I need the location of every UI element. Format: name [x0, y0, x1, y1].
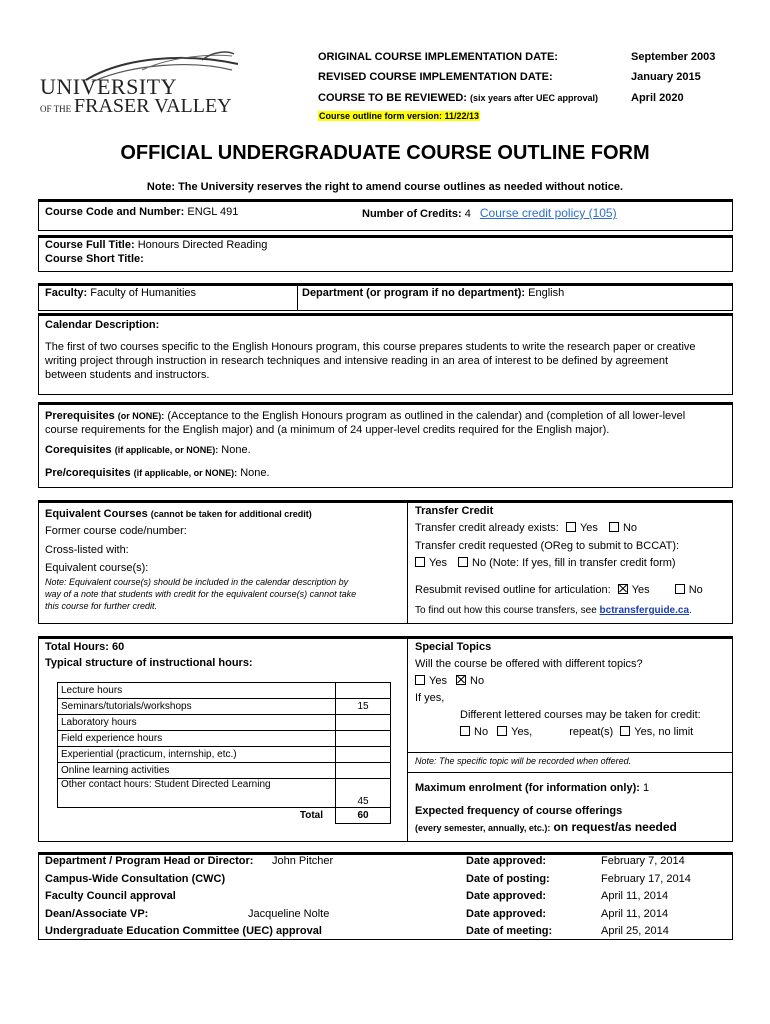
total-hours-value: 60 — [112, 641, 125, 653]
equiv-note: (cannot be taken for additional credit) — [150, 509, 312, 519]
credits-value: 4 — [464, 208, 471, 220]
transfer-exists-yes-checkbox[interactable] — [566, 522, 576, 532]
orig-impl-label: ORIGINAL COURSE IMPLEMENTATION DATE: — [318, 51, 558, 63]
course-code-value: ENGL 491 — [187, 206, 239, 218]
transfer-find-out — [415, 605, 692, 616]
hours-row-value[interactable] — [336, 747, 391, 763]
special-divider1 — [407, 752, 733, 753]
total-hours-label: Total Hours: — [45, 641, 109, 653]
special-no-label: No — [470, 675, 485, 687]
full-title-label: Course Full Title: — [45, 239, 135, 251]
transfer-req-no-checkbox[interactable] — [458, 557, 468, 567]
calendar-line3: between students and instructors. — [45, 369, 210, 381]
special-yes-label: Yes — [429, 675, 447, 687]
hours-row — [58, 731, 391, 747]
freq-note: (every semester, annually, etc.): — [415, 823, 551, 833]
freq-label: Expected frequency of course offerings — [415, 805, 623, 817]
transfer-requested-label: Transfer credit requested (OReg to submit to BCCAT): — [415, 540, 680, 552]
prereq-text1: (Acceptance to the English Honours program as outlined in the calendar) and (completion of all lower-level — [167, 410, 686, 422]
transfer-exists-row — [415, 522, 637, 534]
bctransferguide-link[interactable]: bctransferguide.ca — [599, 605, 690, 616]
coreq-note: (if applicable, or NONE): — [114, 445, 219, 455]
calendar-line2: writing project through instruction in research techniques and intensive reading in an area of interest to be defined by agreement — [45, 355, 669, 367]
hours-row-label: Field experience hours — [58, 731, 336, 747]
max-enrolment-value: 1 — [642, 782, 650, 794]
resubmit-yes-checkbox[interactable] — [618, 584, 628, 594]
approval-label: Undergraduate Education Committee (UEC) approval — [45, 925, 322, 937]
hours-row-value[interactable]: 45 — [336, 779, 391, 808]
equiv-note-line3: this course for further credit. — [45, 601, 158, 611]
review-note: (six years after UEC approval) — [470, 93, 599, 103]
approval-date-label: Date approved: — [466, 907, 547, 920]
faculty-label: Faculty: — [45, 287, 88, 299]
hours-row-value[interactable] — [336, 763, 391, 779]
hours-row — [58, 779, 391, 808]
transfer-requested-row — [415, 557, 676, 569]
equiv-note-line1: Note: Equivalent course(s) should be included in the calendar description by — [45, 577, 349, 587]
find-out-label: To find out how this course transfers, see — [415, 605, 597, 616]
hours-row-value[interactable] — [336, 731, 391, 747]
hours-row-label: Experiential (practicum, internship, etc.) — [58, 747, 336, 763]
faculty-divider — [297, 283, 298, 311]
approval-label: Department / Program Head or Director: — [45, 855, 254, 867]
dept-value: English — [528, 287, 565, 299]
orig-impl-value: September 2003 — [631, 51, 716, 63]
special-if-yes: If yes, — [415, 692, 445, 704]
special-yesno-row — [415, 675, 484, 687]
approval-date-label: Date of posting: — [466, 872, 550, 885]
approval-date: February 7, 2014 — [601, 855, 685, 867]
course-code — [45, 206, 238, 218]
coreq-label: Corequisites — [45, 444, 112, 456]
transfer-req-yes-checkbox[interactable] — [415, 557, 425, 567]
precoreq-value: None. — [240, 467, 270, 479]
form-version: Course outline form version: 11/22/13 — [319, 111, 480, 121]
lettered-no-checkbox[interactable] — [460, 726, 470, 736]
transfer-exists-label: Transfer credit already exists: — [415, 522, 559, 534]
former-code-label: Former course code/number: — [45, 525, 187, 537]
resubmit-row — [415, 584, 703, 596]
prereq-label: Prerequisites — [45, 410, 115, 422]
rev-impl-label: REVISED COURSE IMPLEMENTATION DATE: — [318, 71, 553, 83]
hours-row — [58, 699, 391, 715]
precoreq-label: Pre/corequisites — [45, 467, 131, 479]
logo-line1: UNIVERSITY — [40, 74, 177, 99]
approval-date: April 25, 2014 — [601, 925, 669, 937]
calendar-label: Calendar Description: — [45, 319, 160, 331]
approval-date-label: Date approved: — [466, 890, 547, 902]
repeat-label: repeat(s) — [569, 726, 614, 738]
approval-date: February 17, 2014 — [601, 872, 691, 885]
special-yes-checkbox[interactable] — [415, 675, 425, 685]
hours-total-value: 60 — [336, 808, 391, 824]
faculty-value: Faculty of Humanities — [90, 287, 197, 299]
hours-row-value[interactable] — [336, 715, 391, 731]
special-lettered: Different lettered courses may be taken for credit: — [460, 709, 701, 721]
approval-date: April 11, 2014 — [601, 890, 669, 902]
equiv-label: Equivalent Courses — [45, 508, 148, 520]
approval-name: John Pitcher — [272, 855, 334, 867]
hours-row-value[interactable] — [336, 683, 391, 699]
hours-row-label: Laboratory hours — [58, 715, 336, 731]
equiv-heading — [45, 508, 312, 520]
hours-total-label: Total — [299, 810, 323, 822]
approval-label: Faculty Council approval — [45, 890, 176, 902]
special-topics-label: Special Topics — [415, 641, 492, 653]
transfer-exists-no-label: No — [622, 522, 638, 534]
coreq-value: None. — [221, 444, 251, 456]
transfer-exists-no-checkbox[interactable] — [609, 522, 619, 532]
resubmit-no-label: No — [688, 584, 703, 596]
equiv-courses-label: Equivalent course(s): — [45, 562, 149, 574]
transfer-req-yes-label: Yes — [429, 557, 447, 569]
special-options-row — [460, 726, 693, 738]
hours-divider — [407, 636, 408, 842]
precoreq-note: (if applicable, or NONE): — [133, 468, 238, 478]
hours-total-row — [58, 808, 391, 824]
calendar-line1: The first of two courses specific to the English Honours program, this course prepares students to write the research paper or creative — [45, 341, 696, 353]
freq-value: on request/as needed — [553, 820, 677, 834]
review-row — [318, 92, 598, 104]
max-enrolment-label: Maximum enrolment (for information only): — [415, 782, 640, 794]
lettered-yes-label: Yes, — [511, 726, 533, 738]
prereq-line2: course requirements for the English major) and (a minimum of 24 upper-level credits required for the English major). — [45, 424, 610, 436]
special-no-checkbox[interactable] — [456, 675, 466, 685]
special-divider2 — [407, 772, 733, 773]
resubmit-label: Resubmit revised outline for articulation: — [415, 584, 611, 596]
faculty — [45, 287, 196, 299]
resubmit-no-checkbox[interactable] — [675, 584, 685, 594]
hours-row-label: Other contact hours: Student Directed Learning — [58, 779, 336, 808]
credit-policy-link[interactable]: Course credit policy (105) — [479, 206, 617, 220]
approval-name: Jacqueline Nolte — [248, 907, 330, 920]
lettered-nolimit-label: Yes, no limit — [634, 726, 694, 738]
precoreq — [45, 467, 270, 479]
short-title-label: Course Short Title: — [45, 253, 144, 265]
transfer-exists-yes-label: Yes — [579, 522, 598, 534]
approval-label: Campus-Wide Consultation (CWC) — [45, 872, 226, 885]
resubmit-yes-label: Yes — [631, 584, 650, 596]
special-note: Note: The specific topic will be recorded when offered. — [415, 756, 632, 766]
lettered-no-label: No — [474, 726, 489, 738]
review-label: COURSE TO BE REVIEWED: — [318, 92, 467, 104]
amend-note: Note: The University reserves the right to amend course outlines as needed without notice. — [146, 181, 624, 193]
hours-row — [58, 763, 391, 779]
total-hours — [45, 641, 124, 653]
full-title-value: Honours Directed Reading — [137, 239, 268, 251]
lettered-nolimit-checkbox[interactable] — [620, 726, 630, 736]
credits — [362, 206, 617, 220]
approval-date: April 11, 2014 — [601, 907, 669, 920]
hours-row — [58, 715, 391, 731]
equiv-note-line2: way of a note that students with credit for the equivalent course(s) cannot take — [45, 589, 357, 599]
lettered-yes-checkbox[interactable] — [497, 726, 507, 736]
page-title: OFFICIAL UNDERGRADUATE COURSE OUTLINE FORM — [120, 142, 650, 164]
logo-of-the: OF THE — [40, 104, 72, 114]
credits-label: Number of Credits: — [362, 208, 462, 220]
rev-impl-value: January 2015 — [631, 71, 701, 83]
approval-date-label: Date of meeting: — [466, 925, 553, 937]
freq-row — [415, 820, 677, 834]
dept-label: Department (or program if no department): — [302, 287, 526, 299]
max-enrolment — [415, 782, 649, 794]
coreq — [45, 444, 251, 456]
transfer-req-no-label: No (Note: If yes, fill in transfer credit form) — [472, 557, 676, 569]
find-out-period: . — [689, 605, 692, 616]
hours-row-label: Lecture hours — [58, 683, 336, 699]
hours-table — [57, 682, 391, 824]
prereq-line1 — [45, 410, 685, 422]
hours-row — [58, 683, 391, 699]
typical-structure-label: Typical structure of instructional hours: — [45, 657, 253, 669]
logo-line2: FRASER VALLEY — [74, 95, 232, 117]
hours-row-label: Online learning activities — [58, 763, 336, 779]
cross-listed-label: Cross-listed with: — [45, 544, 129, 556]
department — [302, 287, 564, 299]
approval-label: Dean/Associate VP: — [45, 907, 149, 920]
hours-row-value[interactable]: 15 — [336, 699, 391, 715]
review-value: April 2020 — [631, 92, 684, 104]
transfer-label: Transfer Credit — [415, 505, 494, 517]
hours-row — [58, 747, 391, 763]
equiv-divider — [407, 500, 408, 624]
hours-row-label: Seminars/tutorials/workshops — [58, 699, 336, 715]
course-code-label: Course Code and Number: — [45, 206, 185, 218]
prereq-label-note: (or NONE): — [117, 411, 165, 421]
special-question: Will the course be offered with different topics? — [415, 658, 643, 670]
full-title — [45, 239, 267, 251]
approval-date-label: Date approved: — [466, 855, 547, 867]
